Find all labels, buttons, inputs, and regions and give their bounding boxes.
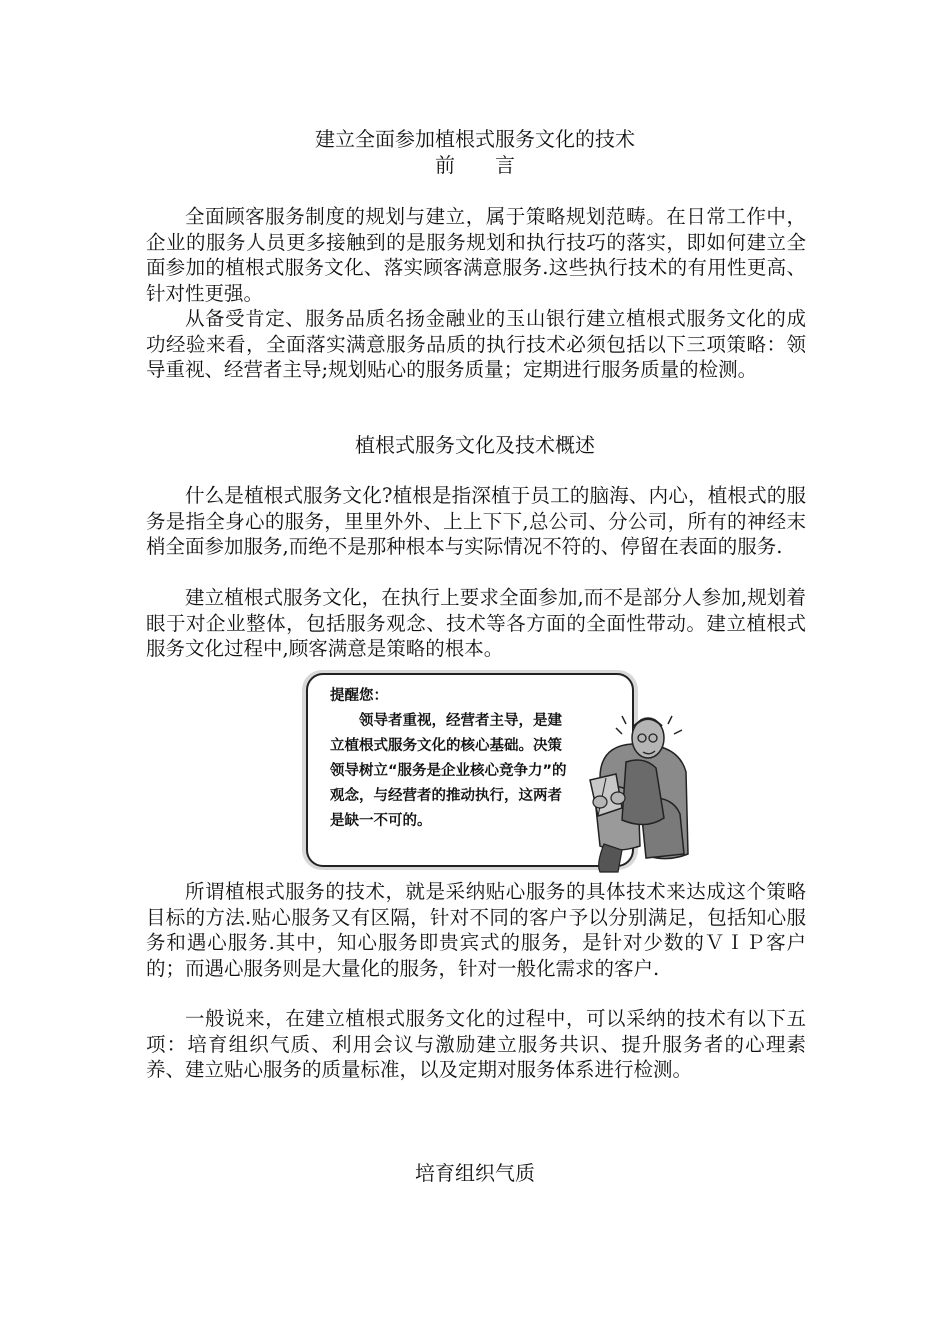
- paragraph-overview-2: 建立植根式服务文化，在执行上要求全面参加,而不是部分人参加,规划着眼于对企业整体，包括服务观念、技术等各方面的全面性带动。建立植根式服务文化过程中,顾客满意是策略的根本。: [146, 586, 806, 660]
- callout-text: [330, 684, 570, 834]
- section-heading-climate: 培育组织气质: [415, 1161, 535, 1185]
- section-heading-preface: 前 言: [435, 153, 515, 177]
- callout-body: 领导者重视，经营者主导，是建立植根式服务文化的核心基础。决策领导树立“服务是企业核心竞争力”的观念，与经营者的推动执行，这两者是缺一不可的。: [330, 713, 567, 829]
- reminder-callout: [300, 668, 692, 874]
- document-title: 建立全面参加植根式服务文化的技术: [315, 127, 635, 151]
- paragraph-preface-1: 全面顾客服务制度的规划与建立，属于策略规划范畴。在日常工作中，企业的服务人员更多接触到的是服务规划和执行技巧的落实，即如何建立全面参加的植根式服务文化、落实顾客满意服务.这些执行技术的有用性更高、针对性更强。: [146, 205, 806, 305]
- section-heading-overview: 植根式服务文化及技术概述: [355, 433, 595, 457]
- paragraph-technique-2: 一般说来，在建立植根式服务文化的过程中，可以采纳的技术有以下五项：培育组织气质、利用会议与激励建立服务共识、提升服务者的心理素养、建立贴心服务的质量标准，以及定期对服务体系进行检测。: [146, 1007, 806, 1081]
- callout-title: 提醒您：: [330, 688, 388, 704]
- paragraph-preface-2: 从备受肯定、服务品质名扬金融业的玉山银行建立植根式服务文化的成功经验来看，全面落实满意服务品质的执行技术必须包括以下三项策略：领导重视、经营者主导;规划贴心的服务质量；定期进行服务质量的检测。: [146, 307, 806, 381]
- paragraph-overview-1: 什么是植根式服务文化?植根是指深植于员工的脑海、内心，植根式的服务是指全身心的服务，里里外外、上上下下,总公司、分公司，所有的神经末梢全面参加服务,而绝不是那种根本与实际情况不符的、停留在表面的服务.: [146, 484, 806, 558]
- paragraph-technique-1: 所谓植根式服务的技术，就是采纳贴心服务的具体技术来达成这个策略目标的方法.贴心服务又有区隔，针对不同的客户予以分别满足，包括知心服务和遇心服务.其中，知心服务即贵宾式的服务，是针对少数的ＶＩＰ客户的；而遇心服务则是大量化的服务，针对一般化需求的客户.: [146, 880, 806, 980]
